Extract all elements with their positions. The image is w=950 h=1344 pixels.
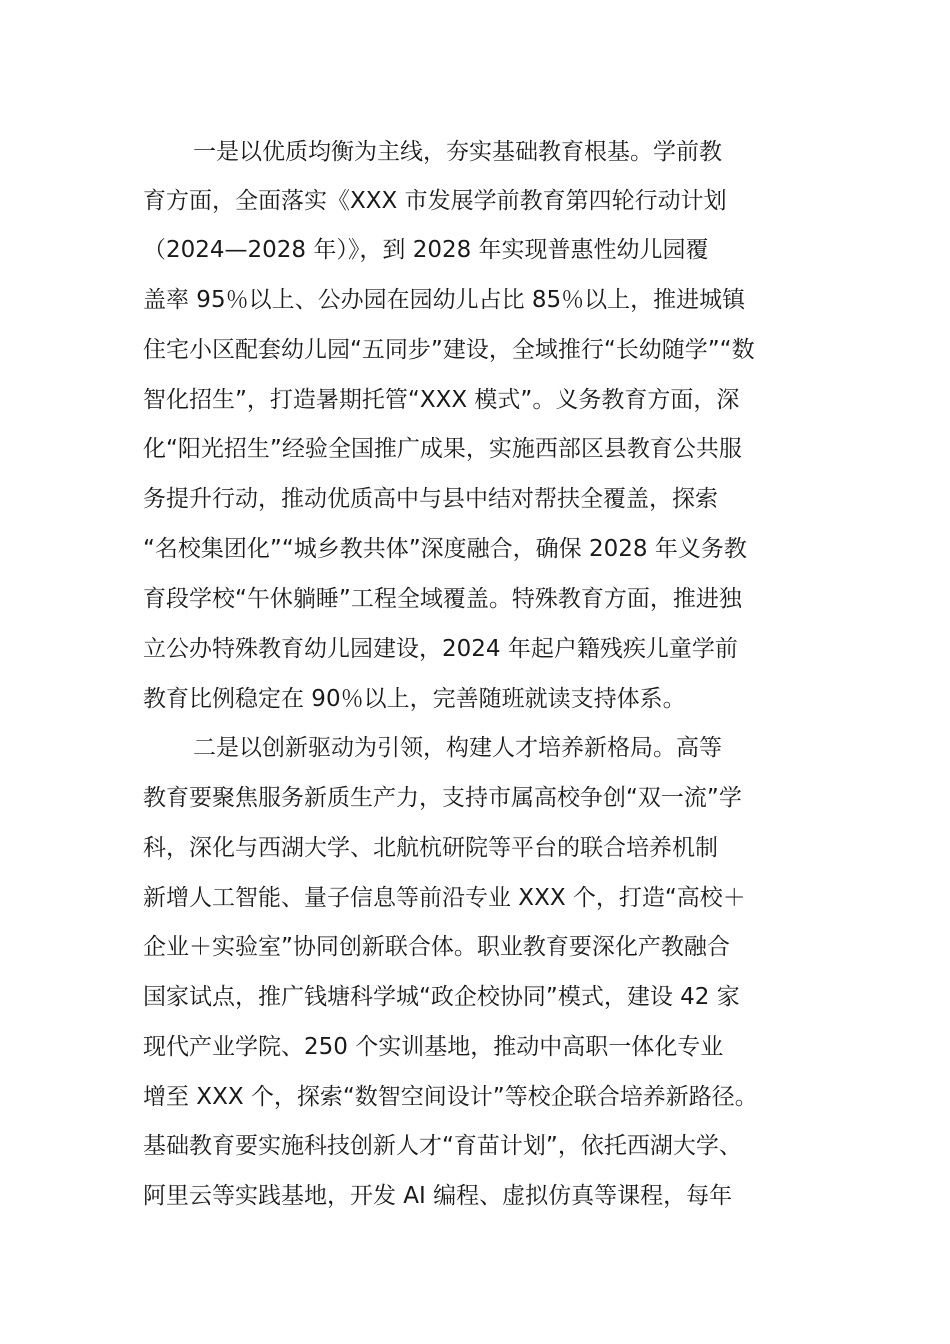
text-line: 二是以创新驱动为引领，构建人才培养新格局。高等 xyxy=(193,735,722,761)
text-line: 企业＋实验室”协同创新联合体。职业教育要深化产教融合 xyxy=(143,934,730,960)
text-line: “名校集团化”“城乡教共体”深度融合，确保 2028 年义务教 xyxy=(143,536,747,562)
text-line: 现代产业学院、250 个实训基地，推动中高职一体化专业 xyxy=(143,1034,724,1060)
text-line: 科，深化与西湖大学、北航杭研院等平台的联合培养机制 xyxy=(143,835,718,861)
text-line: 教育比例稳定在 90％以上，完善随班就读支持体系。 xyxy=(143,686,686,712)
text-line: 增至 XXX 个，探索“数智空间设计”等校企联合培养新路径。 xyxy=(143,1084,758,1110)
text-line: 务提升行动，推动优质高中与县中结对帮扶全覆盖，探索 xyxy=(143,486,718,512)
text-line: 一是以优质均衡为主线，夯实基础教育根基。学前教 xyxy=(193,139,722,165)
text-line: 育段学校“午休躺睡”工程全域覆盖。特殊教育方面，推进独 xyxy=(143,586,742,612)
text-line: 教育要聚焦服务新质生产力，支持市属高校争创“双一流”学 xyxy=(143,785,742,811)
text-line: 基础教育要实施科技创新人才“育苗计划”，依托西湖大学、 xyxy=(143,1133,742,1159)
text-line: 新增人工智能、量子信息等前沿专业 XXX 个，打造“高校＋ xyxy=(143,885,746,911)
text-line: 盖率 95％以上、公办园在园幼儿占比 85％以上，推进城镇 xyxy=(143,287,746,313)
text-line: （2024—2028 年）》，到 2028 年实现普惠性幼儿园覆 xyxy=(143,237,709,263)
text-line: 育方面，全面落实《XXX 市发展学前教育第四轮行动计划 xyxy=(143,188,727,214)
text-line: 立公办特殊教育幼儿园建设，2024 年起户籍残疾儿童学前 xyxy=(143,636,738,662)
text-line: 住宅小区配套幼儿园“五同步”建设，全域推行“长幼随学”“数 xyxy=(143,337,755,363)
text-line: 阿里云等实践基地，开发 AI 编程、虚拟仿真等课程，每年 xyxy=(143,1183,733,1209)
text-line: 智化招生”，打造暑期托管“XXX 模式”。义务教育方面，深 xyxy=(143,387,740,413)
text-line: 化“阳光招生”经验全国推广成果，实施西部区县教育公共服 xyxy=(143,436,742,462)
text-line: 国家试点，推广钱塘科学城“政企校协同”模式，建设 42 家 xyxy=(143,984,740,1010)
